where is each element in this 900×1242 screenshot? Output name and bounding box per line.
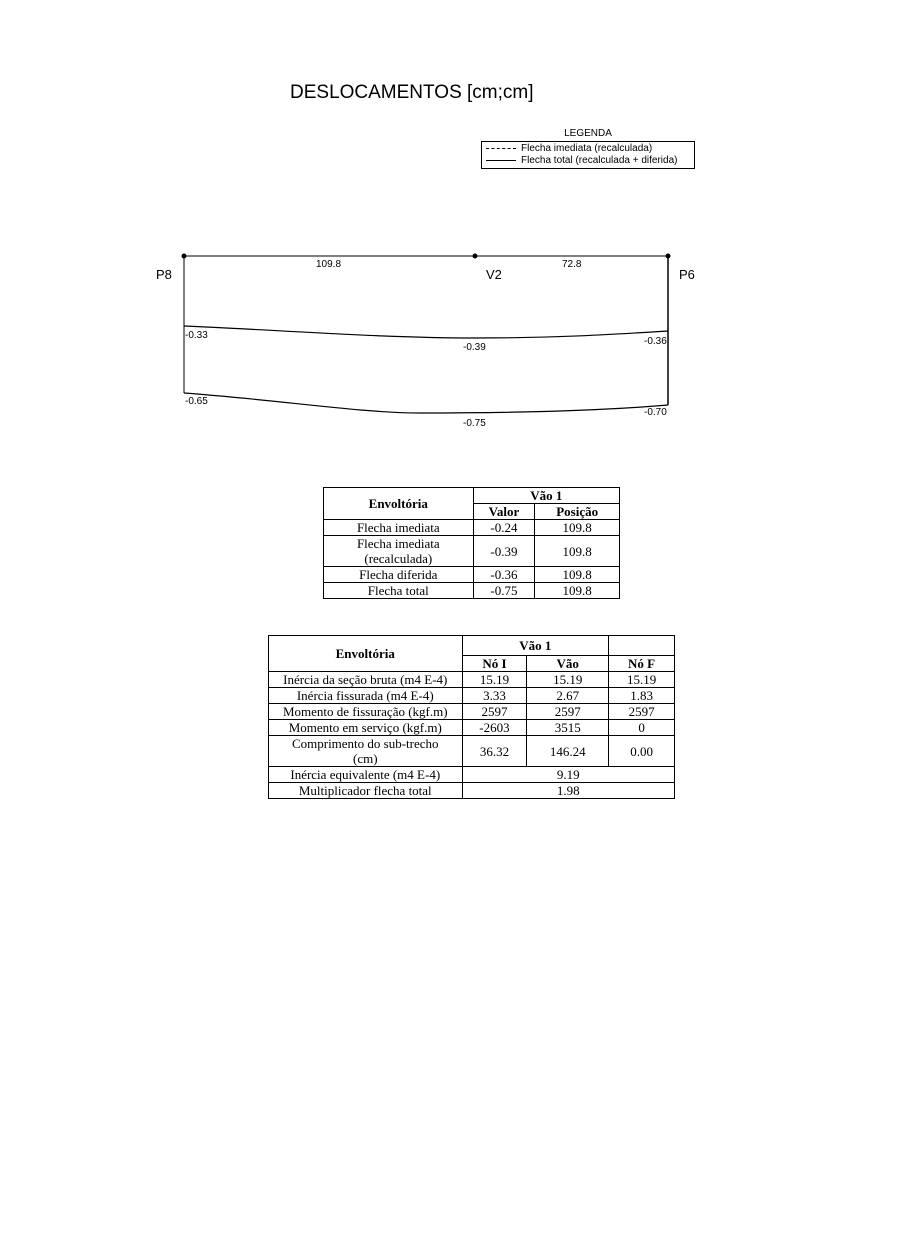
row-label: Momento em serviço (kgf.m) xyxy=(269,720,463,736)
row-vao: 3515 xyxy=(527,720,609,736)
row-label: Comprimento do sub-trecho (cm) xyxy=(269,736,463,767)
row-no-f: 15.19 xyxy=(609,672,675,688)
row-label: Flecha total xyxy=(324,583,474,599)
row-no-i: -2603 xyxy=(462,720,527,736)
row-posicao: 109.8 xyxy=(535,536,620,567)
header-vao: Vão xyxy=(527,656,609,672)
row-label: Flecha imediata xyxy=(324,520,474,536)
row-no-i: 3.33 xyxy=(462,688,527,704)
header-envoltoria: Envoltória xyxy=(269,636,463,672)
row-value: 1.98 xyxy=(462,783,674,799)
span-label-right: 72.8 xyxy=(562,259,582,270)
table-row xyxy=(269,688,675,704)
row-label: Momento de fissuração (kgf.m) xyxy=(269,704,463,720)
span-label-left: 109.8 xyxy=(316,259,342,270)
imediata-left-value: -0.33 xyxy=(185,330,208,341)
row-label: Flecha diferida xyxy=(324,567,474,583)
table-row xyxy=(324,520,620,536)
row-label: Multiplicador flecha total xyxy=(269,783,463,799)
left-support-label: P8 xyxy=(156,267,172,282)
page-title: DESLOCAMENTOS [cm;cm] xyxy=(290,82,534,103)
row-valor: -0.24 xyxy=(473,520,535,536)
row-valor: -0.39 xyxy=(473,536,535,567)
row-no-i: 15.19 xyxy=(462,672,527,688)
row-vao: 146.24 xyxy=(527,736,609,767)
row-no-f: 0.00 xyxy=(609,736,675,767)
imediata-mid-value: -0.39 xyxy=(463,342,486,353)
row-valor: -0.75 xyxy=(473,583,535,599)
table-row xyxy=(269,767,675,783)
right-support-label: P6 xyxy=(679,267,695,282)
table-row xyxy=(324,583,620,599)
table-row xyxy=(269,736,675,767)
row-vao: 2.67 xyxy=(527,688,609,704)
legend-item-label: Flecha imediata (recalculada) xyxy=(521,143,653,154)
row-no-i: 36.32 xyxy=(462,736,527,767)
row-posicao: 109.8 xyxy=(535,567,620,583)
curve-flecha-total xyxy=(184,393,668,413)
curve-flecha-imediata xyxy=(184,326,668,338)
header-span: Vão 1 xyxy=(473,488,619,504)
table-row xyxy=(324,567,620,583)
header-posicao: Posição xyxy=(535,504,620,520)
table-row xyxy=(269,704,675,720)
row-vao: 2597 xyxy=(527,704,609,720)
row-no-f: 1.83 xyxy=(609,688,675,704)
row-posicao: 109.8 xyxy=(535,583,620,599)
row-label: Inércia equivalente (m4 E-4) xyxy=(269,767,463,783)
row-value: 9.19 xyxy=(462,767,674,783)
row-posicao: 109.8 xyxy=(535,520,620,536)
imediata-right-value: -0.36 xyxy=(644,336,667,347)
row-no-f: 2597 xyxy=(609,704,675,720)
deflection-diagram xyxy=(0,0,900,450)
table-row xyxy=(269,672,675,688)
total-right-value: -0.70 xyxy=(644,407,667,418)
row-label: Flecha imediata (recalculada) xyxy=(324,536,474,567)
table-row xyxy=(324,536,620,567)
row-vao: 15.19 xyxy=(527,672,609,688)
header-no-i: Nó I xyxy=(462,656,527,672)
header-valor: Valor xyxy=(473,504,535,520)
row-label: Inércia fissurada (m4 E-4) xyxy=(269,688,463,704)
beam-label: V2 xyxy=(486,267,502,282)
row-valor: -0.36 xyxy=(473,567,535,583)
header-no-f: Nó F xyxy=(609,656,675,672)
row-label: Inércia da seção bruta (m4 E-4) xyxy=(269,672,463,688)
envoltoria-flecha-table xyxy=(323,487,620,599)
header-span: Vão 1 xyxy=(462,636,609,656)
total-mid-value: -0.75 xyxy=(463,418,486,429)
header-envoltoria: Envoltória xyxy=(324,488,474,520)
legend-title: LEGENDA xyxy=(564,128,612,139)
header-empty xyxy=(609,636,675,656)
table-row xyxy=(269,783,675,799)
legend-item-label: Flecha total (recalculada + diferida) xyxy=(521,155,678,166)
envoltoria-inercia-table xyxy=(268,635,675,799)
row-no-f: 0 xyxy=(609,720,675,736)
mid-node-icon xyxy=(473,254,478,259)
row-no-i: 2597 xyxy=(462,704,527,720)
table-row xyxy=(269,720,675,736)
total-left-value: -0.65 xyxy=(185,396,208,407)
